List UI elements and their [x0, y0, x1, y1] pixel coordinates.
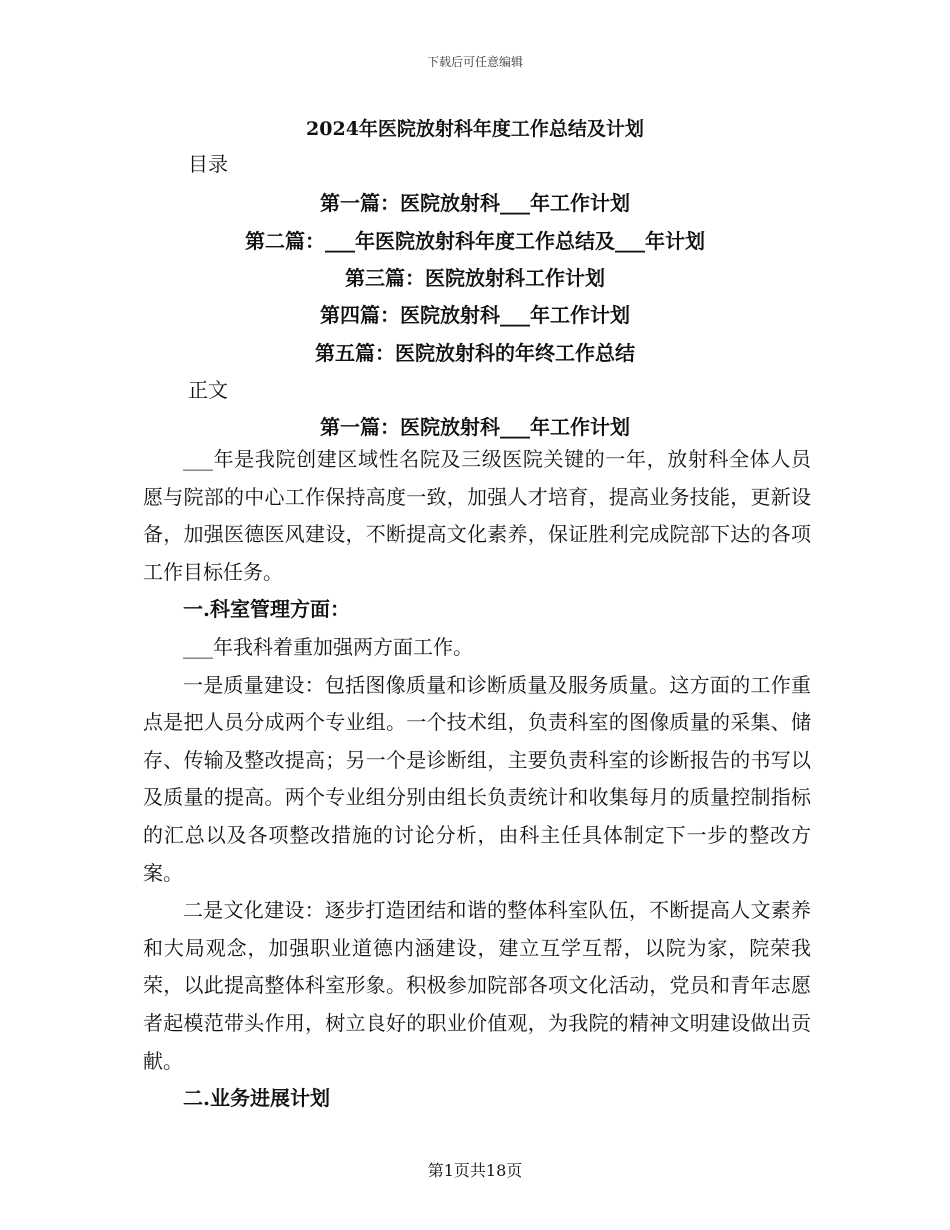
management-paragraph-culture: 二是文化建设：逐步打造团结和谐的整体科室队伍，不断提高人文素养和大局观念，加强职业道德内涵建设，建立互学互帮，以院为家，院荣我荣，以此提高整体科室形象。积极参加院部各项文化活动，党员和青年志愿者起模范带头作用，树立良好的职业价值观，为我院的精神文明建设做出贡献。	[143, 898, 811, 1073]
intro-paragraph: ___年是我院创建区域性名院及三级医院关键的一年，放射科全体人员愿与院部的中心工作保持高度一致，加强人才培育，提高业务技能，更新设备，加强医德医风建设，不断提高文化素养，保证胜利完成院部下达的各项工作目标任务。	[143, 447, 811, 584]
management-paragraph-1: ___年我科着重加强两方面工作。	[183, 634, 473, 659]
page-footer: 第1页共18页	[427, 1161, 523, 1180]
toc-item-4: 第四篇：医院放射科___年工作计划	[320, 303, 630, 327]
management-paragraph-quality: 一是质量建设：包括图像质量和诊断质量及服务质量。这方面的工作重点是把人员分成两个专业组。一个技术组，负责科室的图像质量的采集、储存、传输及整改提高；另一个是诊断组，主要负责科室的诊断报告的书写以及质量的提高。两个专业组分别由组长负责统计和收集每月的质量控制指标的汇总以及各项整改措施的讨论分析，由科主任具体制定下一步的整改方案。	[143, 672, 811, 885]
section-heading-business: 二.业务进展计划	[183, 1086, 330, 1111]
document-body	[143, 441, 811, 1118]
section-heading-management: 一.科室管理方面：	[183, 597, 350, 622]
document-title: 2024年医院放射科年度工作总结及计划	[306, 118, 644, 140]
toc-item-3: 第三篇：医院放射科工作计划	[345, 266, 605, 290]
toc-label: 目录	[188, 152, 228, 176]
toc-item-1: 第一篇：医院放射科___年工作计划	[320, 191, 630, 215]
body-label: 正文	[188, 378, 228, 402]
page-header-note: 下载后可任意编辑	[426, 55, 523, 69]
chapter-title: 第一篇：医院放射科___年工作计划	[320, 415, 630, 439]
toc-item-5: 第五篇：医院放射科的年终工作总结	[315, 341, 635, 365]
toc-item-2: 第二篇：___年医院放射科年度工作总结及___年计划	[245, 229, 705, 253]
